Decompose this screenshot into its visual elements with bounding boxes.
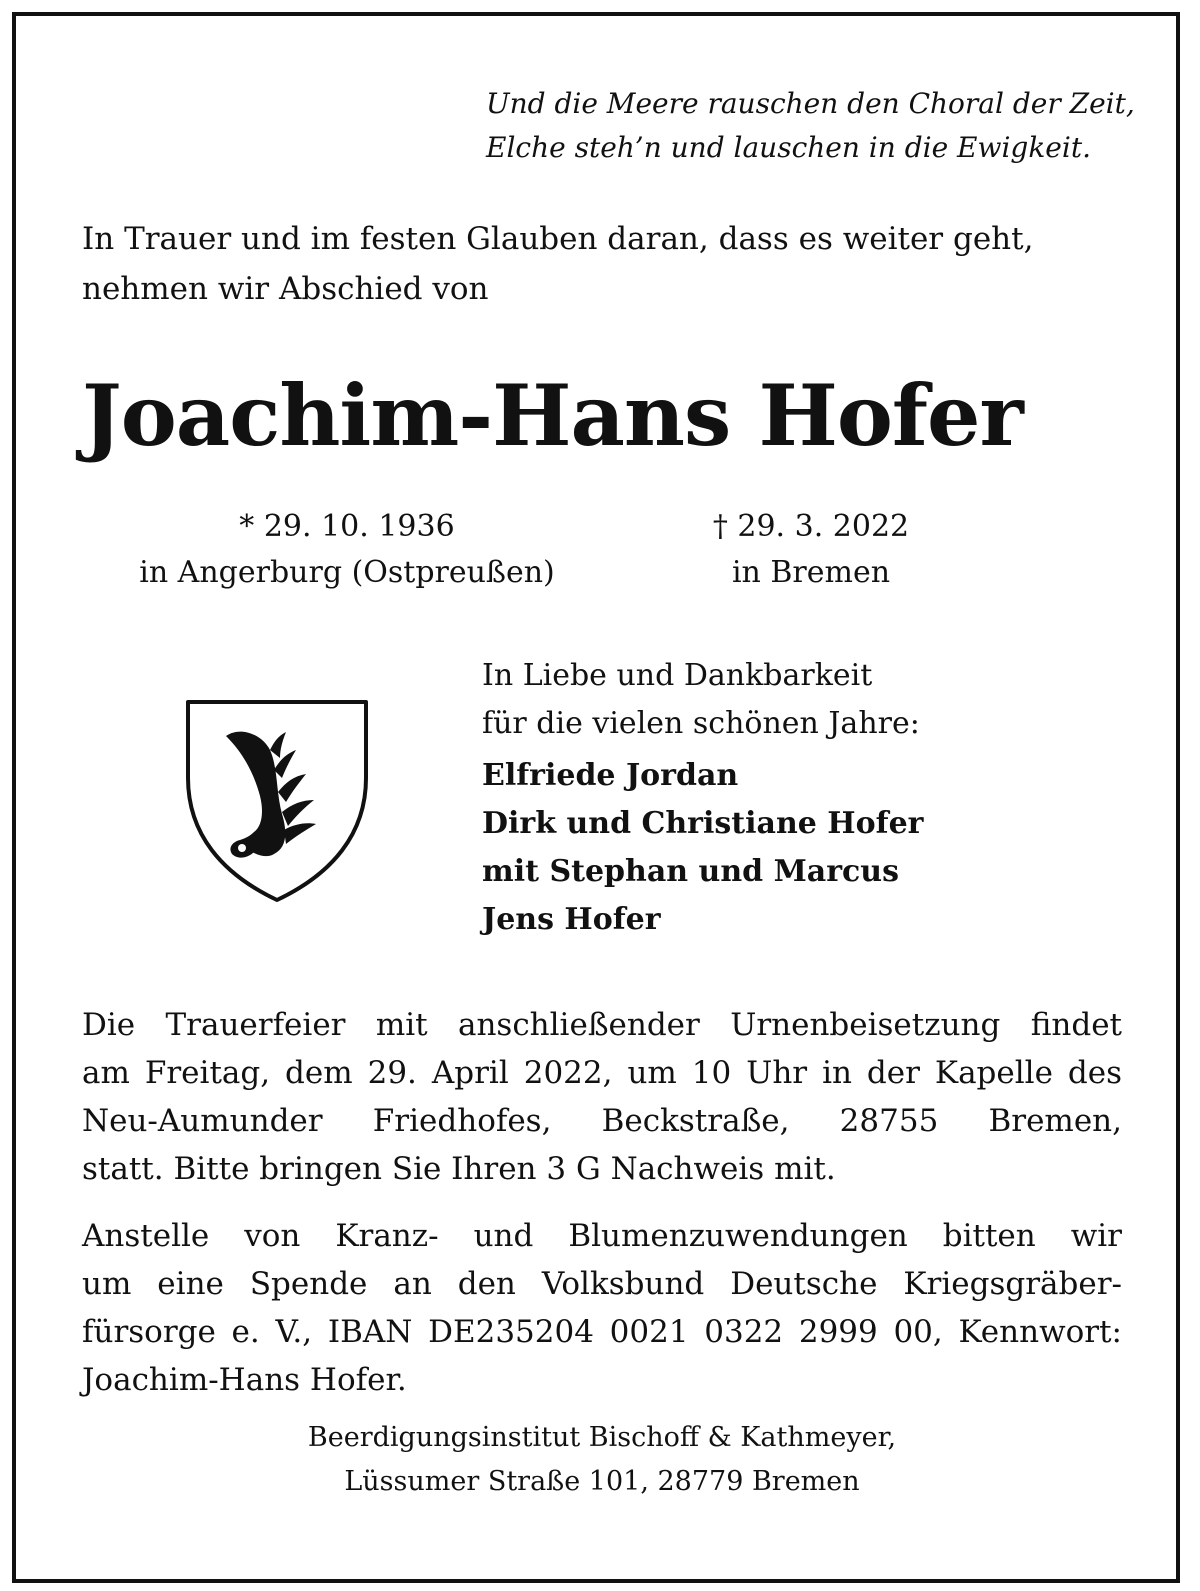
ceremony-paragraph bbox=[82, 1001, 1122, 1193]
obituary-frame bbox=[12, 12, 1180, 1583]
donation-paragraph bbox=[82, 1212, 1122, 1404]
funeral-home bbox=[82, 1416, 1122, 1504]
mourner-name: Elfriede Jordan bbox=[482, 758, 739, 793]
epigraph-line: Und die Meere rauschen den Choral der Zeit, bbox=[486, 87, 1135, 120]
donation-line: Anstelle von Kranz- und Blumenzuwendungen bitten wir bbox=[82, 1218, 1122, 1254]
mourners-list bbox=[482, 752, 1122, 944]
death-date: † 29. 3. 2022 bbox=[712, 509, 910, 544]
deceased-name: Joachim-Hans Hofer bbox=[82, 366, 1023, 465]
thanks-text bbox=[482, 652, 1122, 748]
ceremony-line: Neu-Aumunder Friedhofes, Beckstraße, 28755 Bremen, bbox=[82, 1103, 1122, 1139]
mourner-name: mit Stephan und Marcus bbox=[482, 854, 899, 889]
mourner-name: Jens Hofer bbox=[482, 902, 661, 937]
thanks-line: für die vielen schönen Jahre: bbox=[482, 706, 920, 741]
intro-line: nehmen wir Abschied von bbox=[82, 271, 489, 307]
epigraph-line: Elche steh’n und lauschen in die Ewigkeit. bbox=[486, 131, 1091, 164]
funeral-home-line: Beerdigungsinstitut Bischoff & Kathmeyer, bbox=[307, 1422, 897, 1453]
intro-line: In Trauer und im festen Glauben daran, dass es weiter geht, bbox=[82, 221, 1034, 257]
elk-antler-shield-icon bbox=[182, 696, 372, 906]
mourner-name: Dirk und Christiane Hofer bbox=[482, 806, 924, 841]
birth-place: in Angerburg (Ostpreußen) bbox=[139, 555, 555, 590]
birth-info bbox=[82, 504, 612, 596]
funeral-home-line: Lüssumer Straße 101, 28779 Bremen bbox=[344, 1466, 860, 1497]
ceremony-line: Die Trauerfeier mit anschließender Urnenbeisetzung findet bbox=[82, 1007, 1122, 1043]
ceremony-line: am Freitag, dem 29. April 2022, um 10 Uhr in der Kapelle des bbox=[82, 1055, 1122, 1091]
thanks-line: In Liebe und Dankbarkeit bbox=[482, 658, 873, 693]
death-place: in Bremen bbox=[731, 555, 891, 590]
donation-line: Joachim-Hans Hofer. bbox=[82, 1362, 407, 1398]
ceremony-line: statt. Bitte bringen Sie Ihren 3 G Nachweis mit. bbox=[82, 1151, 836, 1187]
epigraph bbox=[486, 82, 1135, 170]
birth-date: * 29. 10. 1936 bbox=[239, 509, 455, 544]
death-info bbox=[646, 504, 976, 596]
donation-line: fürsorge e. V., IBAN DE235204 0021 0322 2999 00, Kennwort: bbox=[82, 1314, 1122, 1350]
donation-line: um eine Spende an den Volksbund Deutsche Kriegsgräber- bbox=[82, 1266, 1122, 1302]
intro-text bbox=[82, 214, 1122, 314]
